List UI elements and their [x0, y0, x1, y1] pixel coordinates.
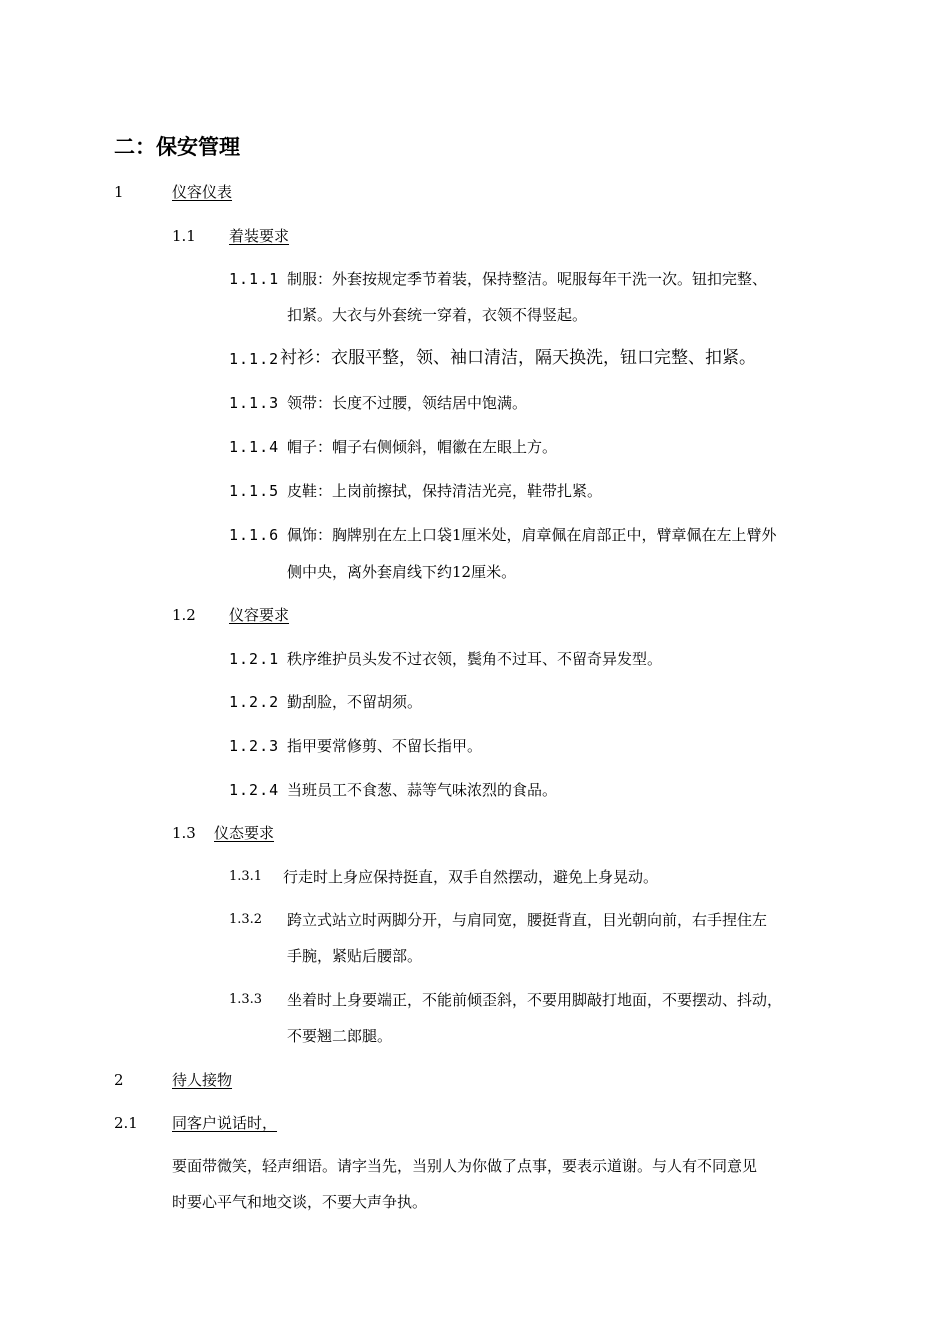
item-1-2-4-text: 当班员工不食葱、蒜等气味浓烈的食品。 — [287, 781, 558, 799]
section-2-1-title: 同客户说话时， — [172, 1114, 278, 1132]
item-1-3-1-number: 1.3.1 — [229, 869, 263, 884]
item-1-1-2-number: 1.1.2 — [229, 350, 280, 368]
item-1-3-3-line1: 坐着时上身要端正，不能前倾歪斜，不要用脚敲打地面，不要摆动、抖动， — [287, 991, 783, 1009]
section-1-title: 仪容仪表 — [172, 183, 233, 201]
item-1-2-1-text: 秩序维护员头发不过衣领，鬓角不过耳、不留奇异发型。 — [287, 650, 663, 668]
section-heading: 二：保安管理 — [114, 135, 240, 159]
section-1-1-title: 着装要求 — [229, 227, 290, 245]
item-1-3-2-line1: 跨立式站立时两脚分开，与肩同宽，腰挺背直，目光朝向前，右手捏住左 — [287, 911, 768, 929]
item-1-2-4-number: 1.2.4 — [229, 781, 280, 799]
item-1-3-2-line2: 手腕，紧贴后腰部。 — [287, 947, 423, 965]
item-1-1-4-number: 1.1.4 — [229, 438, 280, 456]
item-1-1-1-line1: 制服：外套按规定季节着装，保持整洁。呢服每年干洗一次。钮扣完整、 — [287, 270, 768, 288]
item-1-3-3-line2: 不要翘二郎腿。 — [287, 1027, 393, 1045]
item-1-1-4-text: 帽子：帽子右侧倾斜，帽徽在左眼上方。 — [287, 438, 558, 456]
item-1-3-3-number: 1.3.3 — [229, 992, 263, 1007]
item-1-2-1-number: 1.2.1 — [229, 650, 280, 668]
item-1-2-3-number: 1.2.3 — [229, 737, 280, 755]
section-2-number: 2 — [114, 1071, 124, 1089]
section-1-number: 1 — [114, 183, 124, 201]
section-1-2-number: 1.2 — [172, 606, 196, 624]
item-1-1-6-line2: 侧中央，离外套肩线下约12厘米。 — [287, 563, 517, 581]
paragraph-2-1-line2: 时要心平气和地交谈，不要大声争执。 — [172, 1193, 428, 1211]
item-1-1-2-text: 衬衫：衣服平整，领、袖口清洁，隔天换洗，钮口完整、扣紧。 — [280, 348, 756, 368]
item-1-1-6-line1: 佩饰：胸牌别在左上口袋1厘米处，肩章佩在肩部正中，臂章佩在左上臂外 — [287, 526, 777, 544]
item-1-3-1-text: 行走时上身应保持挺直，双手自然摆动，避免上身晃动。 — [283, 868, 659, 886]
item-1-2-2-text: 勤刮脸，不留胡须。 — [287, 693, 423, 711]
section-1-2-title: 仪容要求 — [229, 606, 290, 624]
section-1-3-number: 1.3 — [172, 824, 196, 842]
item-1-2-3-text: 指甲要常修剪、不留长指甲。 — [287, 737, 483, 755]
section-2-1-number: 2.1 — [114, 1114, 138, 1132]
item-1-1-6-number: 1.1.6 — [229, 526, 280, 544]
item-1-1-1-line2: 扣紧。大衣与外套统一穿着，衣领不得竖起。 — [287, 306, 588, 324]
paragraph-2-1-line1: 要面带微笑，轻声细语。请字当先，当别人为你做了点事，要表示道谢。与人有不同意见 — [172, 1157, 758, 1175]
item-1-1-1-number: 1.1.1 — [229, 270, 280, 288]
section-1-1-number: 1.1 — [172, 227, 196, 245]
item-1-1-3-text: 领带：长度不过腰，领结居中饱满。 — [287, 394, 528, 412]
item-1-1-3-number: 1.1.3 — [229, 394, 280, 412]
item-1-2-2-number: 1.2.2 — [229, 693, 280, 711]
section-1-3-title: 仪态要求 — [214, 824, 275, 842]
section-2-title: 待人接物 — [172, 1071, 233, 1089]
item-1-1-5-text: 皮鞋：上岗前擦拭，保持清洁光亮，鞋带扎紧。 — [287, 482, 603, 500]
item-1-3-2-number: 1.3.2 — [229, 912, 263, 927]
item-1-1-5-number: 1.1.5 — [229, 482, 280, 500]
